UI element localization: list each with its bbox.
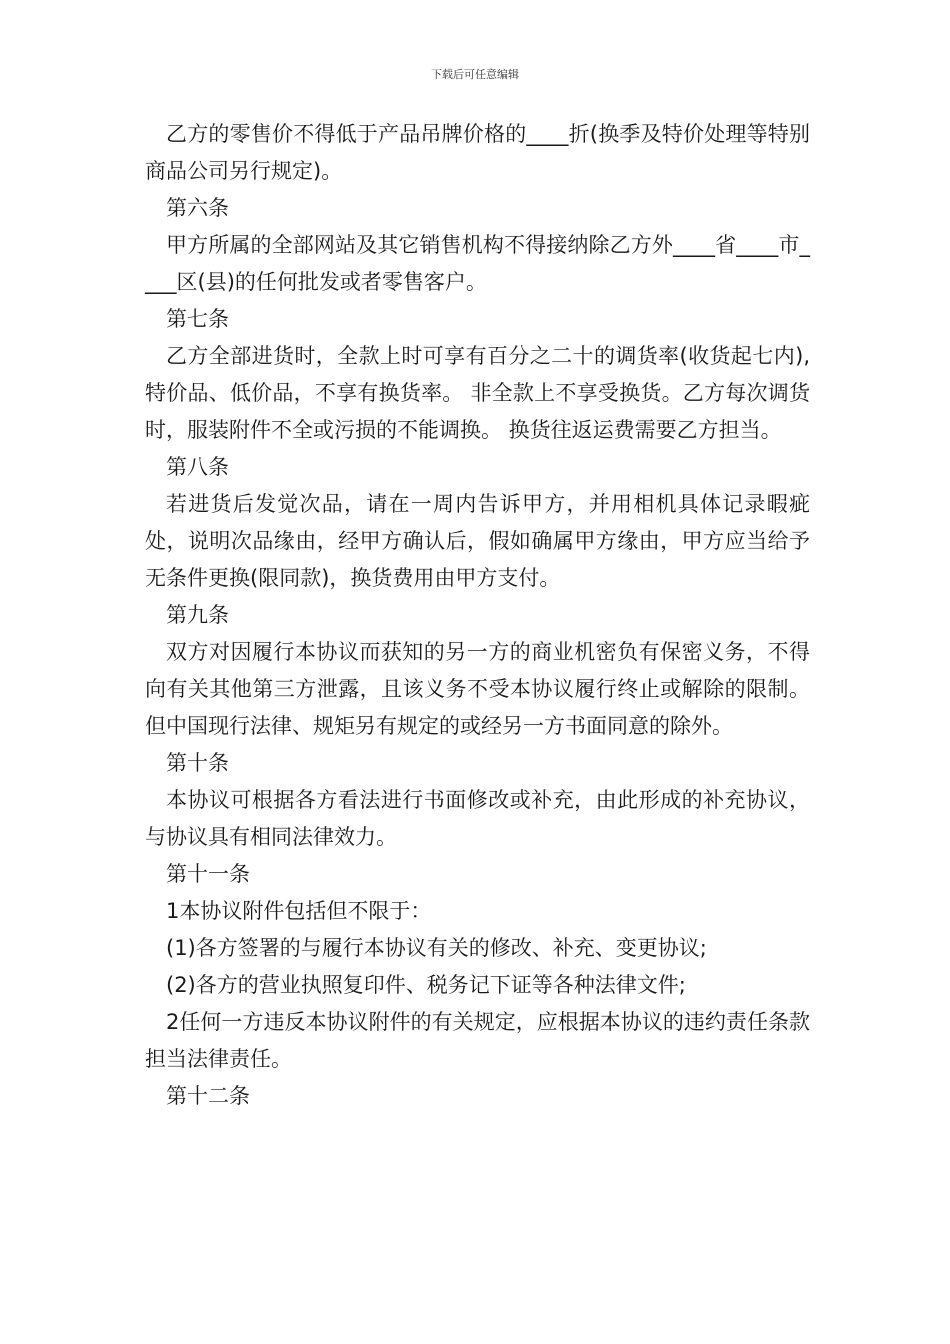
paragraph-attachment-liability: 2任何一方违反本协议附件的有关规定，应根据本协议的违约责任条款担当法律责任。 <box>145 1010 810 1071</box>
article-heading-11: 第十一条 <box>166 862 250 886</box>
header-note: 下载后可任意编辑 <box>431 68 519 81</box>
paragraph-attachment-1: (1)各方签署的与履行本协议有关的修改、补充、变更协议; <box>166 936 707 960</box>
document-body <box>145 116 810 1115</box>
paragraph-sales-restriction: 甲方所属的全部网站及其它销售机构不得接纳除乙方外____省____市____区(县)的任何批发或者零售客户。 <box>145 233 810 294</box>
article-heading-7: 第七条 <box>166 307 229 331</box>
paragraph-confidentiality: 双方对因履行本协议而获知的另一方的商业机密负有保密义务，不得向有关其他第三方泄露，且该义务不受本协议履行终止或解除的限制。但中国现行法律、规矩另有规定的或经另一方书面同意的除外。 <box>145 640 810 738</box>
paragraph-defective-goods: 若进货后发觉次品，请在一周内告诉甲方，并用相机具体记录暇疵处，说明次品缘由，经甲方确认后，假如确属甲方缘由，甲方应当给予无条件更换(限同款)，换货费用由甲方支付。 <box>145 492 810 590</box>
article-heading-8: 第八条 <box>166 455 229 479</box>
article-heading-9: 第九条 <box>166 603 229 627</box>
article-heading-10: 第十条 <box>166 751 229 775</box>
article-heading-6: 第六条 <box>166 196 229 220</box>
paragraph-attachment-2: (2)各方的营业执照复印件、税务记下证等各种法律文件; <box>166 973 686 997</box>
article-heading-12: 第十二条 <box>166 1084 250 1108</box>
paragraph-amendment: 本协议可根据各方看法进行书面修改或补充，由此形成的补充协议，与协议具有相同法律效力。 <box>145 788 810 849</box>
paragraph-retail-price: 乙方的零售价不得低于产品吊牌价格的____折(换季及特价处理等特别商品公司另行规定)。 <box>145 122 810 183</box>
paragraph-attachments-intro: 1本协议附件包括但不限于： <box>166 899 432 923</box>
paragraph-exchange-rate: 乙方全部进货时，全款上时可享有百分之二十的调货率(收货起七内),特价品、低价品，不享有换货率。 非全款上不享受换货。乙方每次调货时，服装附件不全或污损的不能调换。 换货往返运费需要乙方担当。 <box>145 344 810 442</box>
